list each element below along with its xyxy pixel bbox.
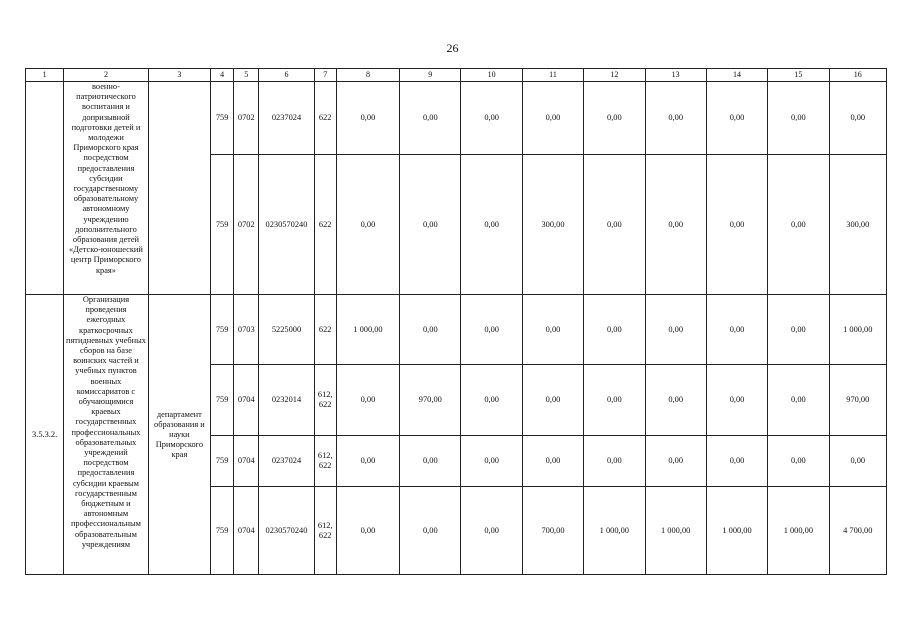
column-number-row [26,69,887,82]
table-cell: 0,00 [336,436,399,487]
table-cell: 622 [314,295,336,365]
table-cell: 0704 [234,487,259,575]
table-cell: 0,00 [645,295,706,365]
table-cell: 1 000,00 [645,487,706,575]
table-cell: 0,00 [645,155,706,295]
table-cell: 612, 622 [314,365,336,436]
table-cell: 0,00 [706,155,767,295]
table-cell: 0,00 [829,436,886,487]
table-cell: 0,00 [584,82,645,155]
table-cell: 622 [314,155,336,295]
table-cell: 0,00 [522,436,583,487]
column-number: 5 [234,69,259,82]
column-number: 4 [211,69,234,82]
table-cell: 700,00 [522,487,583,575]
table-cell: 0,00 [706,436,767,487]
table-cell: 0,00 [461,365,522,436]
table-cell: 0,00 [522,365,583,436]
table-cell: 0704 [234,436,259,487]
table-cell: 759 [211,155,234,295]
column-number: 6 [259,69,314,82]
table-cell: 0,00 [706,82,767,155]
department-name: департамент образования и науки Приморского края [148,295,210,575]
table-cell: 0,00 [584,295,645,365]
table-cell: 0237024 [259,436,314,487]
table-row [26,82,887,155]
table-cell: 0,00 [522,295,583,365]
table-cell: 0,00 [768,436,829,487]
table-cell: 1 000,00 [706,487,767,575]
table-cell: 0704 [234,365,259,436]
table-cell: 0,00 [336,82,399,155]
table-cell: 0,00 [336,155,399,295]
table-row [26,295,887,365]
table-cell: 1 000,00 [829,295,886,365]
table-cell: 0,00 [522,82,583,155]
column-number: 11 [522,69,583,82]
column-number: 7 [314,69,336,82]
table-cell: 0237024 [259,82,314,155]
table-cell: 0,00 [461,295,522,365]
table-cell: 970,00 [400,365,461,436]
table-cell: 0,00 [768,295,829,365]
table-cell: 0,00 [400,436,461,487]
budget-table [25,68,887,575]
column-number: 15 [768,69,829,82]
table-cell: 0,00 [400,295,461,365]
table-cell: 0,00 [461,487,522,575]
table-cell: 612, 622 [314,487,336,575]
table-cell: 0,00 [461,436,522,487]
table-cell: 1 000,00 [768,487,829,575]
table-cell: 5225000 [259,295,314,365]
table-cell: 300,00 [522,155,583,295]
table-cell: 1 000,00 [584,487,645,575]
column-number: 3 [148,69,210,82]
table-cell: 0,00 [336,487,399,575]
table-cell: 0703 [234,295,259,365]
table-cell: 1 000,00 [336,295,399,365]
table-cell: 0,00 [584,365,645,436]
table-cell: 0230570240 [259,487,314,575]
table-cell: 970,00 [829,365,886,436]
table-cell: 0,00 [584,436,645,487]
column-number: 16 [829,69,886,82]
table-cell: 0,00 [336,365,399,436]
table-cell: 0702 [234,82,259,155]
table-cell: 0,00 [400,82,461,155]
department-cell [148,82,210,295]
column-number: 9 [400,69,461,82]
table-cell: 622 [314,82,336,155]
item-description: Организация проведения ежегодных краткосрочных пятидневных учебных сборов на базе воинских частей и учебных пунктов военных комиссариатов с обучающимися краевых государственных профессиональных образовательных учреждений посредством предоставления субсидии краевым государственным бюджетным и автономным профессиональным образовательным учреждениям [64,295,148,575]
column-number: 2 [64,69,148,82]
table-cell: 0232014 [259,365,314,436]
table-cell: 0,00 [768,365,829,436]
column-number: 12 [584,69,645,82]
table-cell: 0,00 [645,365,706,436]
table-cell: 759 [211,436,234,487]
table-cell: 0,00 [706,295,767,365]
column-number: 10 [461,69,522,82]
table-cell: 300,00 [829,155,886,295]
column-number: 13 [645,69,706,82]
table-cell: 759 [211,487,234,575]
table-cell: 0,00 [645,82,706,155]
item-number: 3.5.3.2. [26,295,64,575]
column-number: 1 [26,69,64,82]
table-cell: 0,00 [461,155,522,295]
column-number: 14 [706,69,767,82]
item-number-cell [26,82,64,295]
table-cell: 612, 622 [314,436,336,487]
table-cell: 0702 [234,155,259,295]
table-cell: 0,00 [768,155,829,295]
table-cell: 0,00 [400,155,461,295]
table-cell: 0230570240 [259,155,314,295]
table-cell: 0,00 [768,82,829,155]
table-cell: 0,00 [706,365,767,436]
page-number: 26 [446,41,459,55]
item-description: военно-патриотического воспитания и допризывной подготовки детей и молодежи Приморского края посредством предоставления субсидии государственному образовательному автономному учреждению дополнительного образования детей «Детско-юношеский центр Приморского края» [64,82,148,295]
column-number: 8 [336,69,399,82]
table-cell: 759 [211,295,234,365]
table-cell: 0,00 [461,82,522,155]
table-cell: 759 [211,365,234,436]
table-cell: 4 700,00 [829,487,886,575]
table-cell: 0,00 [400,487,461,575]
table-cell: 0,00 [829,82,886,155]
table-cell: 759 [211,82,234,155]
table-cell: 0,00 [645,436,706,487]
table-cell: 0,00 [584,155,645,295]
